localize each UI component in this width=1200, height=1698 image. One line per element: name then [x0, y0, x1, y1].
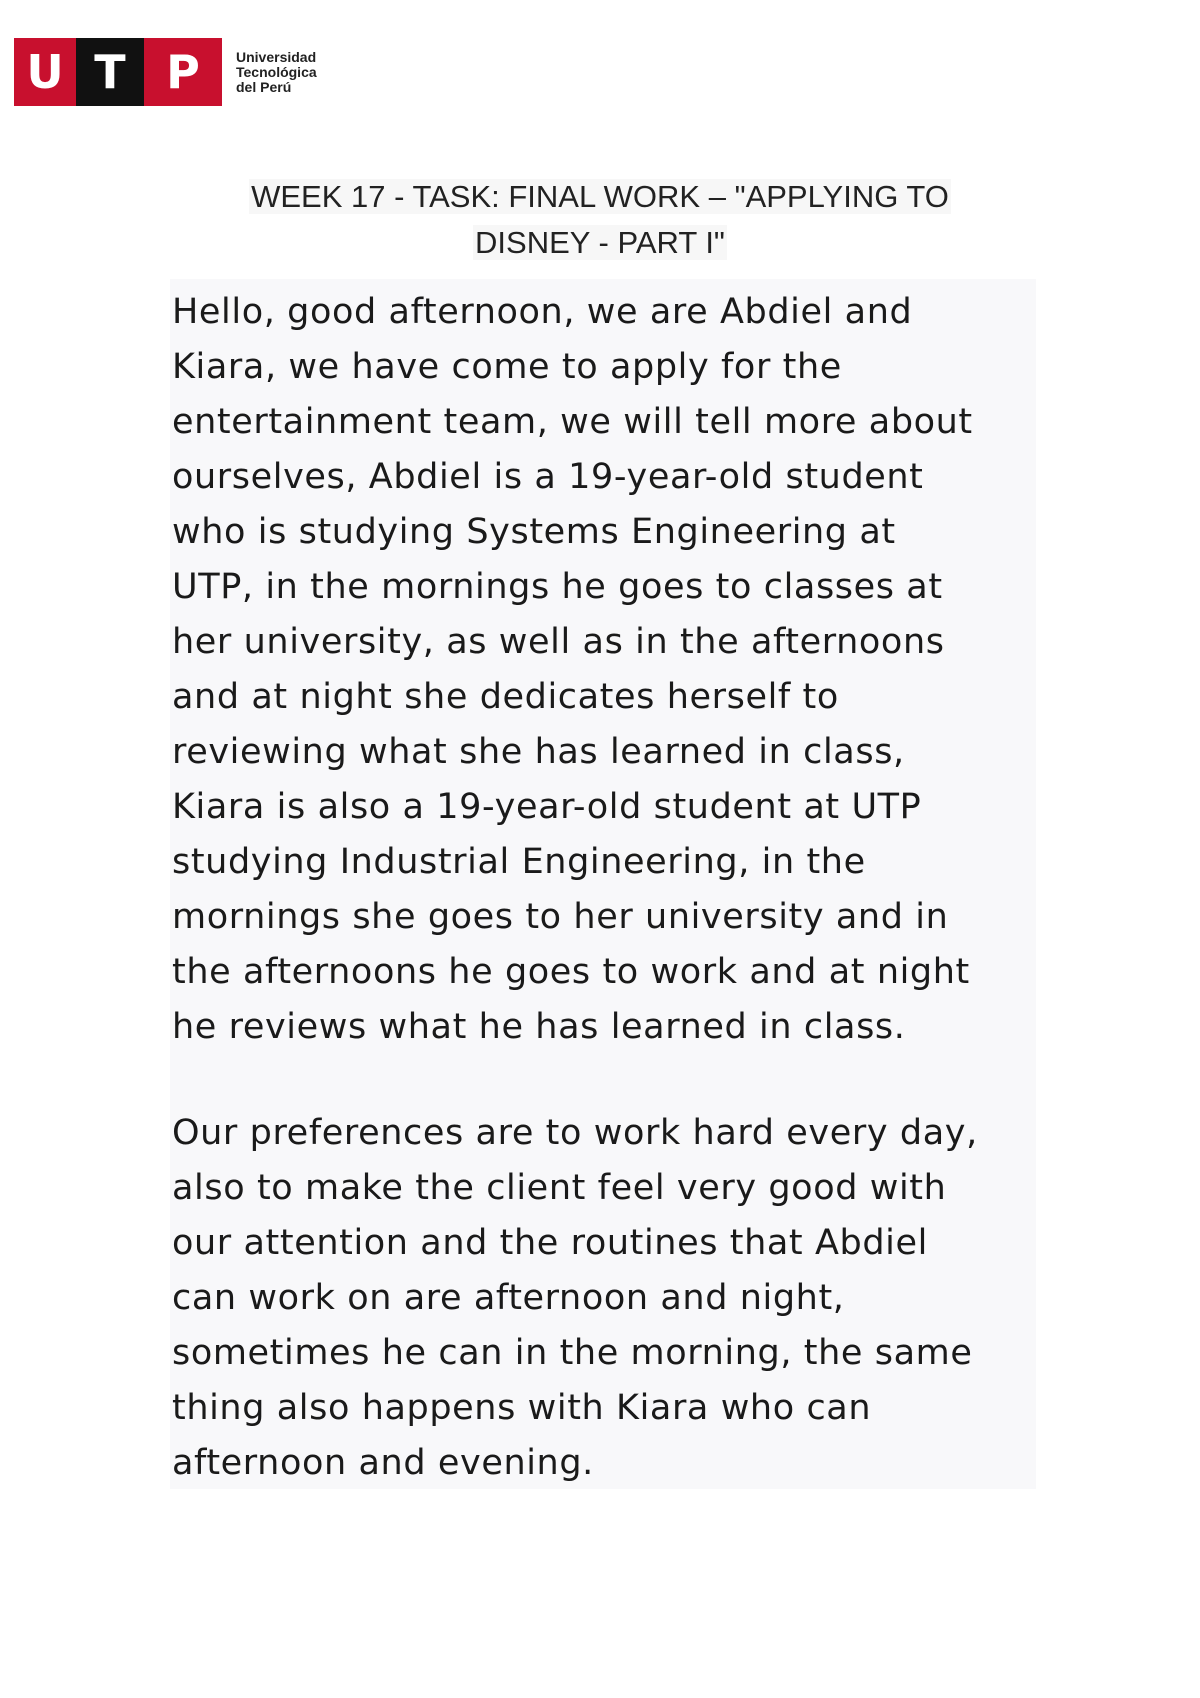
logo-wordmark — [236, 50, 317, 95]
logo-letter-p: P — [144, 38, 222, 106]
logo-line-1: Universidad — [236, 48, 317, 65]
document-title — [150, 174, 1050, 266]
utp-logo — [14, 38, 317, 106]
body-paragraph-1: Hello, good afternoon, we are Abdiel and Kiara, we have come to apply for the entertainment team, we will tell more about ourselves, Abdiel is a 19-year-old student who is studying Systems Engineering at UTP, in the mornings he goes to classes at her university, as well as in the afternoons and at night she dedicates herself to reviewing what she has learned in class, Kiara is also a 19-year-old student at UTP studying Industrial Engineering, in the mornings she goes to her university and in the afternoons he goes to work and at night he reviews what he has learned in class. — [172, 292, 973, 1047]
logo-line-2: Tecnológica — [236, 63, 317, 80]
document-title-line-2: DISNEY - PART I" — [475, 225, 725, 260]
logo-letter-u: U — [14, 38, 76, 106]
logo-letter-t: T — [76, 38, 144, 106]
logo-line-3: del Perú — [236, 78, 292, 95]
body-paragraph-2: Our preferences are to work hard every day, also to make the client feel very good with our attention and the routines that Abdiel can work on are afternoon and night, sometimes he can in the morning, the same thing also happens with Kiara who can afternoon and evening. — [172, 1113, 978, 1483]
document-title-line-1: WEEK 17 - TASK: FINAL WORK – "APPLYING TO — [251, 179, 949, 214]
utp-logo-mark — [14, 38, 222, 106]
